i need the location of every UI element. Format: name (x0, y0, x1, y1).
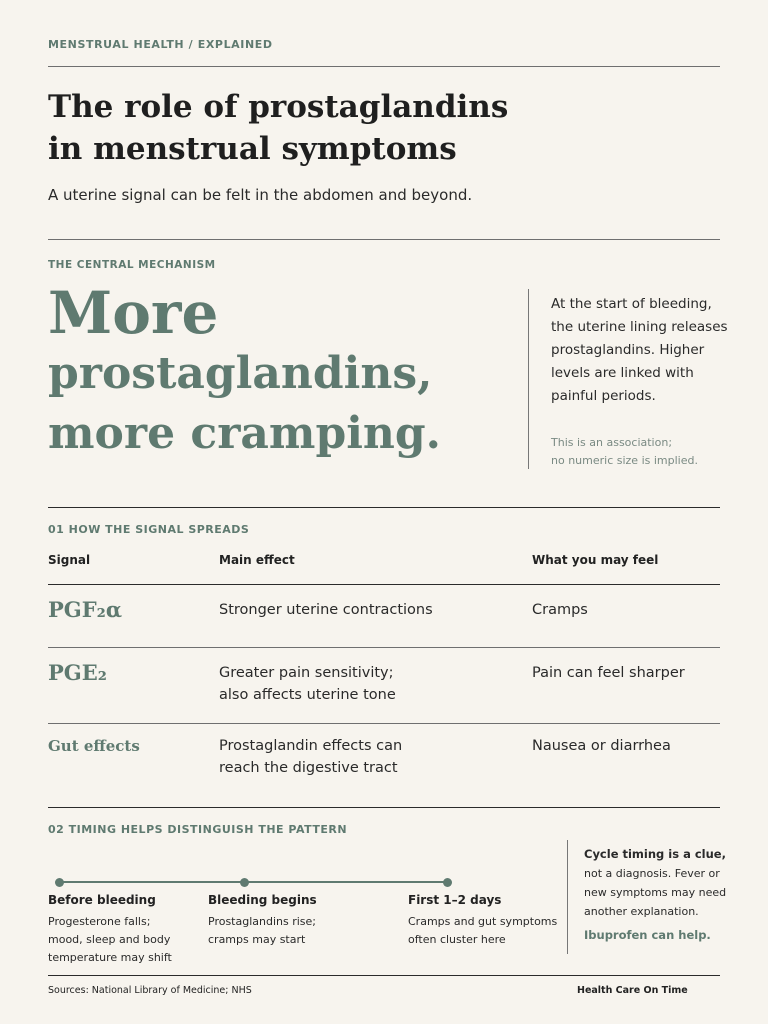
headline-line: More (48, 279, 219, 347)
effect-line: reach the digestive tract (219, 760, 398, 776)
divider (48, 975, 720, 976)
signal-name: PGE₂ (48, 660, 107, 685)
description-line: levels are linked with (551, 365, 694, 381)
signal-name: PGF₂α (48, 597, 122, 622)
subtitle: A uterine signal can be felt in the abdomen and beyond. (48, 186, 473, 204)
description-line: painful periods. (551, 388, 656, 404)
note-line: another explanation. (584, 905, 699, 918)
step-line: mood, sleep and body (48, 933, 171, 946)
column-header-feel: What you may feel (532, 553, 659, 567)
effect-line: Greater pain sensitivity; (219, 665, 394, 681)
divider (48, 584, 720, 585)
step-line: temperature may shift (48, 951, 172, 964)
divider (48, 723, 720, 724)
mechanism-headline (48, 279, 518, 464)
step-line: Prostaglandins rise; (208, 915, 317, 928)
divider (48, 807, 720, 808)
divider (48, 66, 720, 67)
step-body (208, 913, 378, 949)
headline-line: more cramping. (48, 408, 441, 459)
timeline-line (59, 881, 448, 883)
column-header-effect: Main effect (219, 553, 295, 567)
step-title: Before bleeding (48, 893, 156, 907)
step-body (408, 913, 566, 949)
step-line: Cramps and gut symptoms (408, 915, 558, 928)
signal-name: Gut effects (48, 737, 140, 755)
note-line: This is an association; (551, 436, 673, 449)
feel-cell: Nausea or diarrhea (532, 738, 671, 754)
effect-line: also affects uterine tone (219, 687, 396, 703)
description-line: At the start of bleeding, (551, 296, 712, 312)
section-kicker: MENSTRUAL HEALTH / EXPLAINED (48, 38, 273, 51)
effect-line: Prostaglandin effects can (219, 738, 403, 754)
brand-name: Health Care On Time (577, 985, 688, 996)
effect-line: Stronger uterine contractions (219, 602, 433, 618)
timeline-step (408, 893, 566, 949)
effect-cell (219, 599, 433, 621)
timing-label: 02 TIMING HELPS DISTINGUISH THE PATTERN (48, 823, 348, 836)
feel-cell: Pain can feel sharper (532, 665, 685, 681)
note-line: not a diagnosis. Fever or (584, 867, 720, 880)
divider (48, 507, 720, 508)
mechanism-label: THE CENTRAL MECHANISM (48, 259, 216, 271)
timeline-dot (55, 878, 64, 887)
headline-line: prostaglandins, (48, 348, 433, 399)
sources: Sources: National Library of Medicine; NHS (48, 985, 252, 996)
timeline-dot (240, 878, 249, 887)
title-line: The role of prostaglandins (48, 89, 509, 125)
divider (48, 647, 720, 648)
ibuprofen-note: Ibuprofen can help. (584, 928, 711, 942)
title-line: in menstrual symptoms (48, 131, 457, 167)
step-title: Bleeding begins (208, 893, 317, 907)
signals-label: 01 HOW THE SIGNAL SPREADS (48, 523, 250, 536)
vertical-divider (528, 289, 529, 469)
page-title (48, 86, 668, 170)
note-heading: Cycle timing is a clue, (584, 847, 726, 861)
effect-cell (219, 735, 402, 779)
description-line: the uterine lining releases (551, 319, 728, 335)
mechanism-description (551, 293, 741, 408)
timeline-dot (443, 878, 452, 887)
step-body (48, 913, 208, 967)
description-line: prostaglandins. Higher (551, 342, 705, 358)
effect-cell (219, 662, 396, 706)
association-note (551, 434, 741, 470)
column-header-signal: Signal (48, 553, 91, 567)
feel-cell: Cramps (532, 602, 588, 618)
divider (48, 239, 720, 240)
note-line: no numeric size is implied. (551, 454, 698, 467)
step-title: First 1–2 days (408, 893, 502, 907)
step-line: Progesterone falls; (48, 915, 151, 928)
timeline-step (208, 893, 378, 949)
timing-note (584, 845, 754, 921)
step-line: cramps may start (208, 933, 306, 946)
note-line: new symptoms may need (584, 886, 727, 899)
step-line: often cluster here (408, 933, 506, 946)
timeline-step (48, 893, 208, 967)
vertical-divider (567, 840, 568, 954)
